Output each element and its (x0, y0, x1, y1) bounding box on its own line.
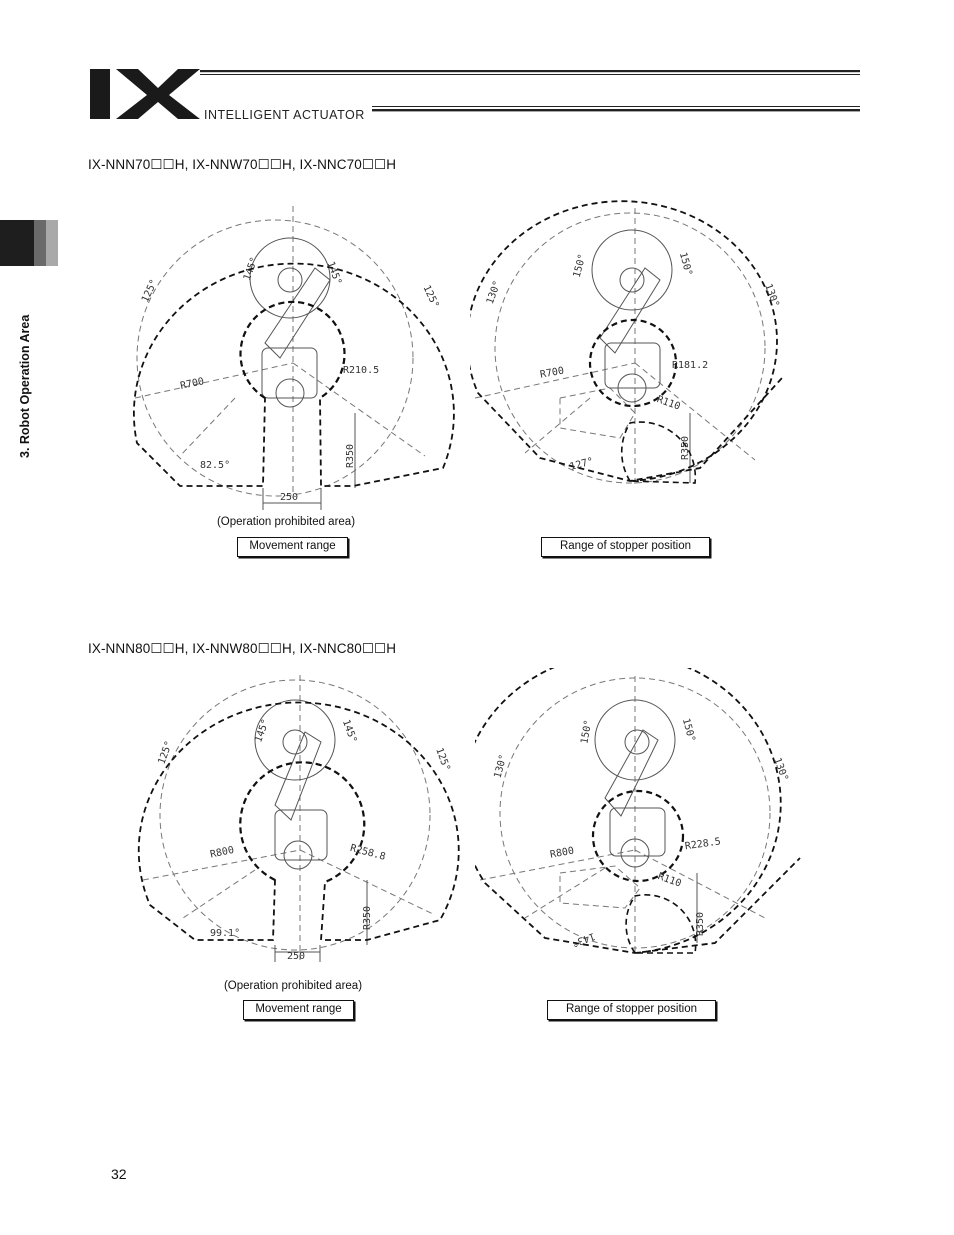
svg-text:150°: 150° (571, 252, 589, 279)
movement-range-label-80: Movement range (243, 1000, 354, 1020)
stopper-range-label-70: Range of stopper position (541, 537, 710, 557)
movement-range-diagram-80 (135, 670, 470, 970)
svg-text:82.5°: 82.5° (200, 460, 231, 471)
svg-text:250: 250 (287, 951, 306, 962)
header-rules (200, 66, 865, 116)
svg-text:143°: 143° (570, 929, 597, 949)
stopper-range-diagram-70 (470, 198, 800, 493)
svg-text:R800: R800 (549, 845, 575, 861)
page-number: 32 (111, 1166, 127, 1182)
svg-text:99.1°: 99.1° (210, 928, 241, 939)
svg-text:125°: 125° (433, 746, 452, 773)
svg-text:R350: R350 (680, 435, 691, 460)
svg-text:R181.2: R181.2 (672, 360, 709, 371)
svg-text:R700: R700 (179, 376, 206, 392)
chapter-tab (0, 220, 58, 266)
svg-text:250: 250 (280, 492, 299, 503)
svg-text:R228.5: R228.5 (684, 836, 722, 853)
svg-text:125°: 125° (156, 739, 176, 766)
svg-text:R258.8: R258.8 (348, 842, 387, 863)
brand-text: INTELLIGENT ACTUATOR (204, 108, 365, 122)
model-title-80: IX-NNN80☐☐H, IX-NNW80☐☐H, IX-NNC80☐☐H (88, 641, 397, 656)
svg-text:145°: 145° (241, 255, 261, 283)
chapter-label: 3. Robot Operation Area (18, 314, 32, 458)
prohibited-caption-80: (Operation prohibited area) (223, 980, 363, 992)
model-title-70: IX-NNN70☐☐H, IX-NNW70☐☐H, IX-NNC70☐☐H (88, 157, 397, 172)
svg-text:145°: 145° (339, 718, 359, 745)
movement-range-label-70: Movement range (237, 537, 348, 557)
svg-text:R210.5: R210.5 (343, 365, 380, 376)
svg-text:R350: R350 (695, 911, 706, 936)
svg-text:R350: R350 (362, 905, 373, 930)
svg-text:R110: R110 (655, 394, 682, 413)
svg-text:150°: 150° (676, 251, 694, 278)
svg-text:130°: 130° (771, 756, 790, 783)
svg-text:145°: 145° (324, 260, 344, 287)
svg-text:125°: 125° (139, 277, 161, 305)
svg-text:R110: R110 (656, 871, 683, 890)
prohibited-caption-70: (Operation prohibited area) (216, 516, 356, 528)
stopper-range-diagram-80 (475, 668, 810, 963)
svg-text:R700: R700 (539, 365, 565, 381)
svg-text:150°: 150° (679, 717, 697, 744)
svg-text:145°: 145° (253, 717, 272, 745)
svg-text:130°: 130° (762, 282, 781, 309)
svg-text:127°: 127° (568, 456, 595, 473)
svg-text:130°: 130° (484, 279, 504, 306)
stopper-range-label-80: Range of stopper position (547, 1000, 716, 1020)
movement-range-diagram-70 (125, 198, 455, 513)
svg-text:150°: 150° (579, 719, 595, 745)
svg-text:125°: 125° (420, 283, 441, 311)
svg-text:R800: R800 (209, 844, 236, 861)
svg-text:130°: 130° (492, 753, 510, 780)
svg-text:R350: R350 (345, 443, 356, 468)
